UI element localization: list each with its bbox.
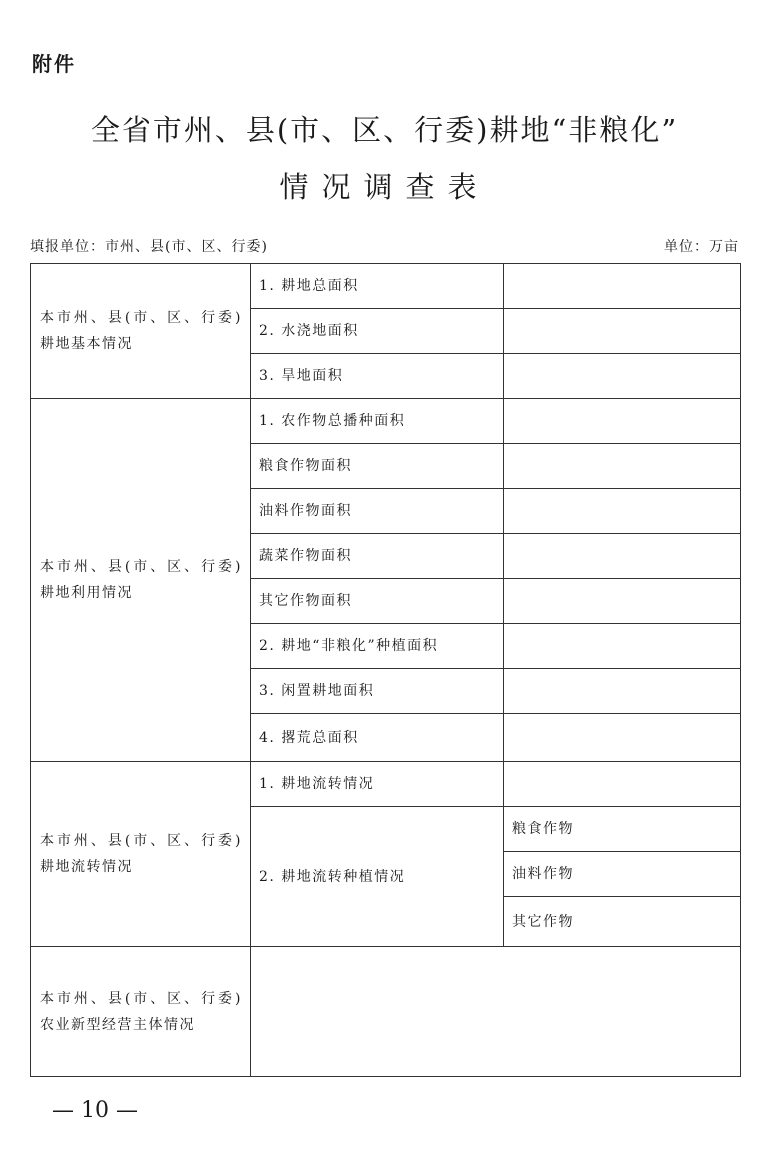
survey-table [30, 263, 741, 1077]
table-row [31, 762, 741, 807]
page-number: — 10 — [52, 1098, 138, 1123]
row-label: 蔬菜作物面积 [251, 534, 504, 579]
crop-label: 油料作物 [504, 852, 741, 897]
unit-label: 单位：万亩 [664, 239, 739, 255]
row-label: 2. 耕地流转种植情况 [251, 807, 504, 947]
section-basic-label: 本市州、县(市、区、行委) 耕地基本情况 [31, 264, 251, 399]
fill-unit: 填报单位：市州、县(市、区、行委) [30, 239, 268, 255]
row-label: 4. 撂荒总面积 [251, 714, 504, 762]
page-title-line1: 全省市州、县(市、区、行委)耕地“非粮化” [90, 113, 679, 147]
table-row [31, 264, 741, 309]
value-cell[interactable] [504, 534, 741, 579]
crop-label: 其它作物 [504, 897, 741, 947]
row-label: 3. 闲置耕地面积 [251, 669, 504, 714]
value-cell[interactable] [504, 669, 741, 714]
page-title-line2: 情况调查表 [279, 170, 490, 204]
section-usage-label: 本市州、县(市、区、行委) 耕地利用情况 [31, 399, 251, 762]
crop-label: 粮食作物 [504, 807, 741, 852]
value-cell[interactable] [504, 399, 741, 444]
table-row [31, 399, 741, 444]
value-cell[interactable] [504, 264, 741, 309]
row-label: 其它作物面积 [251, 579, 504, 624]
row-label: 粮食作物面积 [251, 444, 504, 489]
value-cell[interactable] [504, 309, 741, 354]
table-row [31, 947, 741, 1077]
value-cell[interactable] [504, 444, 741, 489]
row-label: 1. 农作物总播种面积 [251, 399, 504, 444]
row-label: 3. 旱地面积 [251, 354, 504, 399]
value-cell[interactable] [504, 714, 741, 762]
row-label: 1. 耕地流转情况 [251, 762, 504, 807]
row-label: 2. 耕地“非粮化”种植面积 [251, 624, 504, 669]
section-transfer-label: 本市州、县(市、区、行委) 耕地流转情况 [31, 762, 251, 947]
value-cell[interactable] [504, 579, 741, 624]
section-entities-label: 本市州、县(市、区、行委) 农业新型经营主体情况 [31, 947, 251, 1077]
row-label: 1. 耕地总面积 [251, 264, 504, 309]
value-cell[interactable] [504, 489, 741, 534]
value-cell[interactable] [504, 354, 741, 399]
row-label: 油料作物面积 [251, 489, 504, 534]
value-cell[interactable] [251, 947, 741, 1077]
value-cell[interactable] [504, 762, 741, 807]
row-label: 2. 水浇地面积 [251, 309, 504, 354]
value-cell[interactable] [504, 624, 741, 669]
attachment-label: 附件 [32, 52, 76, 76]
